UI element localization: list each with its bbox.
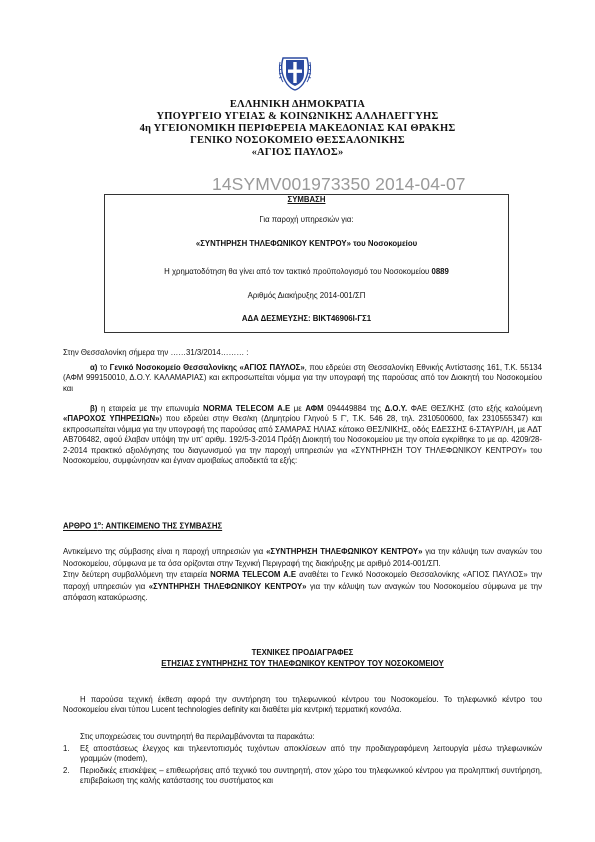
header-region: 4η ΥΓΕΙΟΝΟΜΙΚΗ ΠΕΡΙΦΕΡΕΙΑ ΜΑΚΕΔΟΝΙΑΣ ΚΑΙ ΘΡΑΚΗΣ [139,123,456,134]
contract-box [104,194,509,333]
article-1-p2-c: αναθέτει το Γενικό Νοσοκομείο Θεσσαλονίκης «ΑΓΙΟΣ ΠΑΥΛΟΣ» την παροχή υπηρεσιών για [63,570,543,591]
party-b-text-1: η εταιρεία με την επωνυμία [100,404,200,413]
funding-line [105,267,508,277]
party-a-label: α) [90,363,98,372]
party-b-text-4: ΦΑΕ ΘΕΣ/ΚΗΣ (στο εξής καλούμενη [410,404,543,413]
article-1-body [63,546,542,604]
header-republic: ΕΛΛΗΝΙΚΗ ΔΗΜΟΚΡΑΤΙΑ [229,99,366,110]
specs-paragraph-1: Η παρούσα τεχνική έκθεση αφορά την συντήρηση του τηλεφωνικού κέντρου του Νοσοκομείου. Το τηλεφωνικό κέντρο του Νοσοκομείου είναι τύπου Lucent technologies definity και διαθέτει μία κεντρική τερματική κονσόλα. [63,695,542,715]
article-1-p1-service: «ΣΥΝΤΗΡΗΣΗ ΤΗΛΕΦΩΝΙΚΟΥ ΚΕΝΤΡΟΥ» [266,547,423,556]
party-b-name: NORMA TELECOM A.E [203,404,291,413]
article-1-p1-c: για την κάλυψη των αναγκών του Νοσοκομείου, σύμφωνα με τα όσα ορίζονται στην Τεχνική Περιγραφή της διακήρυξης με αριθμό 2014-001/ΣΠ. [63,547,542,568]
party-b-provider: «ΠΑΡΟΧΟΣ ΥΠΗΡΕΣΙΩΝ» [63,414,160,424]
list-item-text: Εξ αποστάσεως έλεγχος και τηλεεντοπισμός τυχόντων αποκλίσεων από την προδιαγραφόμενη λειτουργία μέσω τηλεφωνικών γραμμών (modem), [80,744,542,764]
article-1-heading-rest: : ΑΝΤΙΚΕΙΜΕΝΟ ΤΗΣ ΣΥΜΒΑΣΗΣ [101,521,223,531]
list-item-number: 2. [63,765,70,775]
header-hospital: ΓΕΝΙΚΟ ΝΟΣΟΚΟΜΕΙΟ ΘΕΣΣΑΛΟΝΙΚΗΣ [190,135,405,146]
header-hospital-name: «ΑΓΙΟΣ ΠΑΥΛΟΣ» [251,147,344,158]
party-b-text-2: με [293,404,302,413]
party-a-prefix: το [99,363,108,372]
article-1-p2-e: για την κάλυψη των αναγκών του Νοσοκομείου σύμφωνα με την απόφαση κατακύρωσης. [63,581,542,602]
ada-number: ΑΔΑ ΔΕΣΜΕΥΣΗΣ: ΒΙΚΤ46906Ι-ΓΣ1 [241,314,372,323]
header-ministry: ΥΠΟΥΡΓΕΙΟ ΥΓΕΙΑΣ & ΚΟΙΝΩΝΙΚΗΣ ΑΛΛΗΛΕΓΓΥΗΣ [156,111,439,122]
specs-title-2: ΕΤΗΣΙΑΣ ΣΥΝΤΗΡΗΣΗΣ ΤΟΥ ΤΗΛΕΦΩΝΙΚΟΥ ΚΕΝΤΡΟΥ ΤΟΥ ΝΟΣΟΚΟΜΕΙΟΥ [161,659,444,668]
party-a-name: Γενικό Νοσοκομείο Θεσσαλονίκης «ΑΓΙΟΣ ΠΑΥΛΟΣ» [109,363,305,372]
contract-service: «ΣΥΝΤΗΡΗΣΗ ΤΗΛΕΦΩΝΙΚΟΥ ΚΕΝΤΡΟΥ» του Νοσοκομείου [195,239,418,248]
obligations-list [63,744,542,788]
contract-title: ΣΥΜΒΑΣΗ [287,195,326,204]
article-1-p1-a: Αντικείμενο της σύμβασης είναι η παροχή υπηρεσιών για [63,547,264,556]
article-1-heading [63,519,542,532]
party-b-text-3: 094449884 της [327,404,382,413]
list-item [63,766,542,787]
contract-subtitle: Για παροχή υπηρεσιών για: [259,215,354,224]
intro-line: Στην Θεσσαλονίκη σήμερα την ……31/3/2014……… : [63,348,249,357]
article-1-heading-text: ΑΡΘΡΟ 1 [63,521,98,531]
article-1-p2-service: «ΣΥΝΤΗΡΗΣΗ ΤΗΛΕΦΩΝΙΚΟΥ ΚΕΝΤΡΟΥ» [148,581,307,591]
party-a-text: , που εδρεύει στη Θεσσαλονίκη Εθνικής Αντίστασης 161, Τ.Κ. 55134 (ΑΦΜ 999150010, Δ.Ο.Υ. ΚΑΛΑΜΑΡΙΑΣ) και εκπροσωπείται νόμιμα για την υπογραφή της παρούσας από τον Διοικητή του Νοσοκομείου και [63,363,542,393]
tender-number: Αριθμός Διακήρυξης 2014-001/ΣΠ [247,291,366,300]
greek-coat-of-arms-icon [277,52,313,92]
party-a [63,363,542,394]
article-1-heading-sup: ο [97,521,102,527]
party-b-label: β) [90,404,98,413]
article-1-p2-a: Στην δεύτερη συμβαλλόμενη την εταιρεία [63,570,208,579]
specs-title-1: ΤΕΧΝΙΚΕΣ ΠΡΟΔΙΑΓΡΑΦΕΣ [251,648,354,657]
article-1-p2-company: NORMA TELECOM A.E [210,570,297,579]
funding-text: Η χρηματοδότηση θα γίνει από τον τακτικό προϋπολογισμό του Νοσοκομείου [164,267,430,276]
party-b-afm-label: ΑΦΜ [305,404,324,413]
specs-intro [63,695,542,716]
party-b [63,404,542,466]
specs-obligations-intro: Στις υποχρεώσεις του συντηρητή θα περιλαμβάνονται τα παρακάτω: [80,732,315,741]
party-b-text-5: ) που εδρεύει στην Θεσ/κη (Δημητρίου Γληνού 5 Γ', Τ.Κ. 546 28, τηλ. 2310500600, fax 2310555347) και εκπροσωπείται νόμιμα για την υπογραφή της παρούσας από ΣΑΜΑΡΑΣ ΗΛΙΑΣ κάτοικο ΘΕΣ/ΝΙΚΗΣ, οδός ΕΔΕΣΣΗΣ 6-ΣΤΑΥΡ/ΛΗ, με ΑΔΤ ΑΒ706482, αφού έλαβαν υπόψη την υπ' αριθμ. 192/5-3-2014 Πράξη Διοικητή του Νοσοκομείου με την οποία εγκρίθηκε το με αρ. 4209/28-2-2014 πρακτικό αξιολόγησης του διαγωνισμού για την παροχή υπηρεσιών για «ΣΥΝΤΗΡΗΣΗ ΤΟΥ ΤΗΛΕΦΩΝΙΚΟΥ ΚΕΝΤΡΟΥ» του Νοσοκομείου, συμφώνησαν και έγιναν αμοιβαίως αποδεκτά τα εξής: [63,414,542,466]
list-item-number: 1. [63,744,70,753]
funding-code: 0889 [431,267,449,276]
list-item [63,744,542,765]
registry-stamp: 14SYMV001973350 2014-04-07 [212,174,466,194]
list-item-text: Περιοδικές επισκέψεις – επιθεωρήσεις από τεχνικό του συντηρητή, στον χώρο του τηλεφωνικού κέντρου για προληπτική συντήρηση, επιβεβαίωση της καλής κατάστασης του συστήματος και [80,765,542,786]
party-b-doy-label: Δ.Ο.Υ. [384,404,408,413]
